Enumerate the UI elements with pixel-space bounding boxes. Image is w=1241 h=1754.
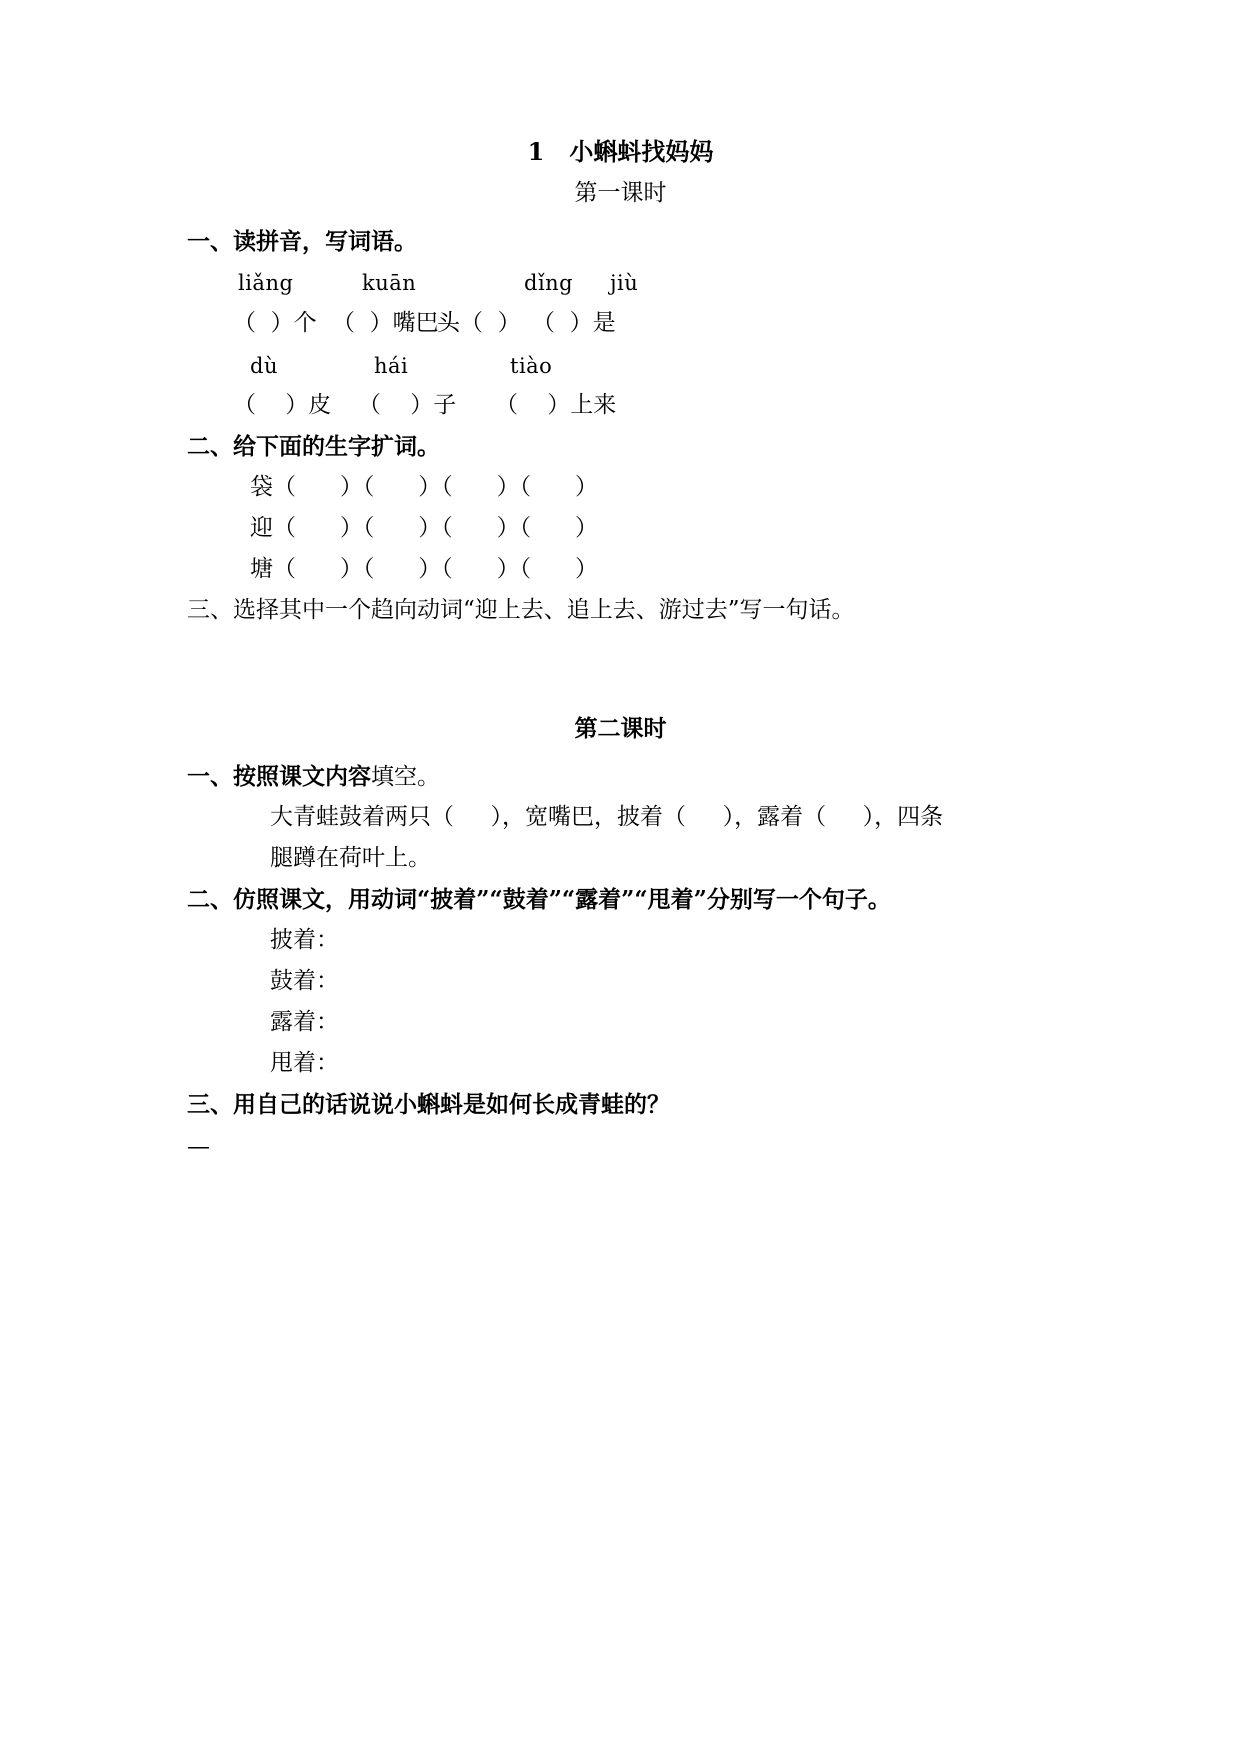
blank-tou: 头（ ） bbox=[437, 310, 521, 336]
pinyin-ding: dǐng bbox=[524, 271, 574, 295]
prompt-guzhe: 鼓着： bbox=[270, 968, 339, 994]
lesson2-heading: 第二课时 bbox=[574, 715, 667, 742]
l1-q2-title: 二、给下面的生字扩词。 bbox=[187, 433, 440, 460]
l1-q3-title: 三、选择其中一个趋向动词“迎上去、追上去、游过去”写一句话。 bbox=[187, 597, 855, 623]
blank-pi: （ ）皮 bbox=[233, 392, 332, 418]
blank-ge: （ ）个 bbox=[233, 310, 317, 336]
l2-q2-title: 二、仿照课文，用动词“披着”“鼓着”“露着”“甩着”分别写一个句子。 bbox=[187, 886, 891, 913]
prompt-luzhe: 露着： bbox=[270, 1009, 339, 1035]
expand-row-ying bbox=[250, 517, 598, 540]
pinyin-du: dù bbox=[250, 354, 278, 378]
l2-q1-line1: 大青蛙鼓着两只（ ），宽嘴巴，披着（ ），露着（ ），四条 bbox=[270, 804, 944, 830]
blank-zi: （ ）子 bbox=[358, 392, 457, 418]
l2-q1-title-bold: 一、按照课文内容 bbox=[187, 763, 371, 790]
blank-zuiba: （ ）嘴巴 bbox=[332, 310, 439, 336]
expand-blanks: （ ）（ ）（ ）（ ） bbox=[273, 474, 598, 500]
l2-q1-line2: 腿蹲在荷叶上。 bbox=[270, 845, 431, 871]
l2-q1-title-normal: 填空。 bbox=[371, 764, 440, 790]
pinyin-tiao: tiào bbox=[510, 354, 553, 378]
pinyin-kuan: kuān bbox=[362, 271, 417, 295]
pinyin-jiu: jiù bbox=[610, 271, 639, 295]
l1-q1-title: 一、读拼音，写词语。 bbox=[187, 228, 417, 255]
answer-line: — bbox=[187, 1134, 210, 1160]
expand-char: 袋 bbox=[250, 474, 273, 500]
pinyin-hai: hái bbox=[374, 354, 409, 378]
expand-char: 迎 bbox=[250, 515, 273, 541]
prompt-shuaizhe: 甩着： bbox=[270, 1050, 339, 1076]
blank-shanglai: （ ）上来 bbox=[495, 392, 617, 418]
pinyin-liang: liǎng bbox=[238, 271, 294, 295]
prompt-pizhe: 披着： bbox=[270, 927, 339, 953]
blank-shi: （ ）是 bbox=[532, 310, 616, 336]
l2-q1-title bbox=[187, 765, 440, 789]
expand-char: 塘 bbox=[250, 556, 273, 582]
expand-blanks: （ ）（ ）（ ）（ ） bbox=[273, 556, 598, 582]
lesson1-heading: 第一课时 bbox=[574, 180, 667, 206]
l2-q3-title: 三、用自己的话说说小蝌蚪是如何长成青蛙的？ bbox=[187, 1091, 670, 1118]
expand-row-tang bbox=[250, 558, 598, 581]
expand-blanks: （ ）（ ）（ ）（ ） bbox=[273, 515, 598, 541]
page-title: 1 小蝌蚪找妈妈 bbox=[527, 137, 714, 166]
expand-row-dai bbox=[250, 476, 598, 499]
